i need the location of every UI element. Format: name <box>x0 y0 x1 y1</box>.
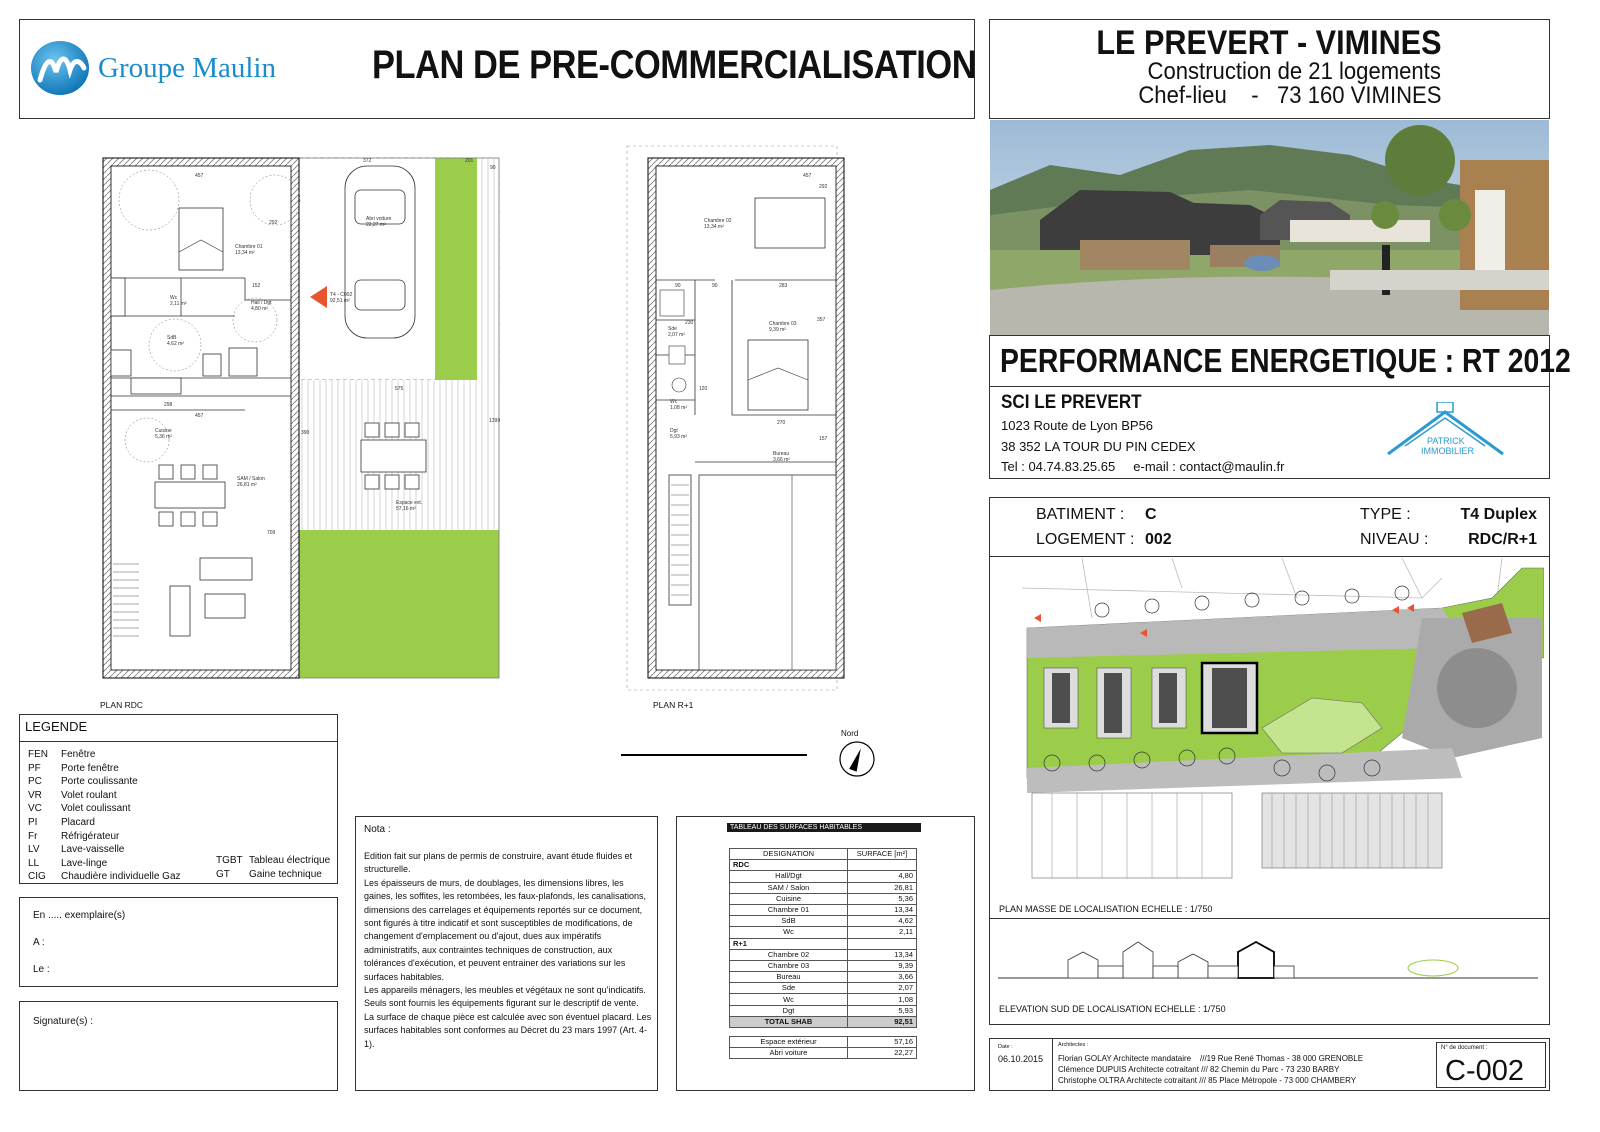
nota-p4: La surface de chaque pièce est calculée avec son éventuel placard. Les surfaces habitables sont conformes au Décret du 23 mars 1997 (Art. 4-1). <box>364 1011 652 1049</box>
architect-1: Florian GOLAY Architecte mandataire ///19 Rue René Thomas - 38 000 GRENOBLE <box>1058 1054 1364 1063</box>
perspective-rendering <box>990 120 1549 335</box>
surfaces-title: TABLEAU DES SURFACES HABITABLES <box>727 823 921 832</box>
groupe-maulin-logo <box>30 38 320 98</box>
room-sdb: SdB 4,62 m² <box>167 335 184 347</box>
room-wc: Wc 2,11 m² <box>170 295 187 307</box>
exemplaires-field: En ..... exemplaire(s) <box>33 910 126 921</box>
table-row: Wc 2,11 <box>730 927 917 938</box>
section-label: RDC <box>730 860 848 871</box>
performance-label: PERFORMANCE ENERGETIQUE : RT 2012 <box>1000 342 1571 379</box>
page-title: PLAN DE PRE-COMMERCIALISATION <box>372 43 977 87</box>
room-chambre-03: Chambre 03 9,39 m² <box>769 321 797 333</box>
legend-item: PC Porte coulissante <box>28 776 138 788</box>
dim: 457 <box>195 173 204 179</box>
date-value: 06.10.2015 <box>998 1054 1044 1064</box>
niveau-value: RDC/R+1 <box>1468 531 1537 548</box>
elevation-label: ELEVATION SUD DE LOCALISATION ECHELLE : 1/750 <box>999 1004 1226 1014</box>
room-chambre-01: Chambre 01 13,34 m² <box>235 244 263 256</box>
legend-item: GT Gaine technique <box>216 868 322 880</box>
dim: 372 <box>363 158 372 164</box>
batiment-label: BATIMENT : <box>1036 506 1125 523</box>
dim: 298 <box>164 402 173 408</box>
dim: 90 <box>712 283 718 289</box>
nota-p2: Les épaisseurs de murs, de doublages, les dimensions libres, les gaines, les soffites, les retombées, les faux-plafonds, les canalisations, dimensions des carrelages et équipements reportés sur ce document, sont figurés à titre indicatif et sont susceptibles de modifications, de changement d'emplacement ou d'ajout, dues aux impératifs administratifs, aux contraintes techniques de construction, aux tolérances d'exécution, et peuvent entrainer des variations sur les surfaces habitables. <box>364 877 646 982</box>
doc-label: N° de document : <box>1441 1045 1488 1051</box>
north-compass-icon <box>838 740 876 783</box>
section-label: R+1 <box>730 938 848 949</box>
divider <box>990 386 1549 387</box>
logo-line1: PATRICK <box>1427 436 1465 446</box>
lot-box <box>989 497 1550 1025</box>
cartouche <box>989 1038 1550 1091</box>
room-bureau: Bureau 3,66 m² <box>773 451 790 463</box>
surfaces-table <box>729 848 917 1059</box>
date-field: Le : <box>33 964 50 975</box>
sci-address2: 38 352 LA TOUR DU PIN CEDEX <box>1001 439 1196 454</box>
legend-item: LL Lave-linge <box>28 857 108 869</box>
room-sam-salon: SAM / Salon 26,81 m² <box>237 476 265 488</box>
patrick-immobilier-logo <box>1383 402 1513 464</box>
room-cuisine: Cuisine 5,36 m² <box>155 428 172 440</box>
legend-item: PI Placard <box>28 816 95 828</box>
dim: 292 <box>269 220 278 226</box>
architect-3: Christophe OLTRA Architecte cotraitant /// 85 Place Métropole - 73 000 CHAMBERY <box>1058 1076 1357 1085</box>
niveau-label: NIVEAU : <box>1360 531 1429 548</box>
table-row: Cuisine 5,36 <box>730 893 917 904</box>
doc-value: C-002 <box>1445 1055 1524 1087</box>
table-row: Hall/Dgt 4,80 <box>730 871 917 882</box>
elevation-drawing <box>998 938 1538 983</box>
room-espace-ext: Espace ext. 57,16 m² <box>396 500 423 512</box>
dim: 292 <box>819 184 828 190</box>
dim: 709 <box>267 530 276 536</box>
table-header <box>730 849 917 860</box>
table-row: Wc 1,08 <box>730 994 917 1005</box>
type-label: TYPE : <box>1360 506 1411 523</box>
table-row: Espace extérieur 57,16 <box>730 1037 917 1048</box>
sci-contact: Tel : 04.74.83.25.65 e-mail : contact@maulin.fr <box>1001 459 1285 474</box>
plan-rdc-label: PLAN RDC <box>100 700 143 710</box>
room-wc-r1: Wc 1,08 m² <box>670 399 687 411</box>
architect-2: Clémence DUPUIS Architecte cotraitant /// 82 Chemin du Parc - 73 230 BARBY <box>1058 1065 1340 1074</box>
legend-title: LEGENDE <box>25 719 88 734</box>
logement-label: LOGEMENT : <box>1036 531 1135 548</box>
dim: 575 <box>395 386 404 392</box>
divider <box>1052 1039 1053 1090</box>
dim: 457 <box>195 413 204 419</box>
divider <box>990 556 1549 557</box>
exemplaire-box <box>19 897 338 987</box>
dim: 120 <box>699 386 708 392</box>
table-row: Chambre 01 13,34 <box>730 904 917 915</box>
date-label: Date : <box>998 1044 1013 1050</box>
legend-box <box>19 714 338 884</box>
sci-address1: 1023 Route de Lyon BP56 <box>1001 418 1154 433</box>
logement-value: 002 <box>1145 531 1172 548</box>
signature-field: Signature(s) : <box>33 1016 94 1027</box>
doc-number-box <box>1436 1042 1546 1088</box>
nota-box <box>355 816 658 1091</box>
scale-bar <box>621 754 807 756</box>
north-label: Nord <box>841 729 859 738</box>
dim: 230 <box>685 320 694 326</box>
table-row: SdB 4,62 <box>730 916 917 927</box>
dim: 152 <box>252 283 261 289</box>
type-value: T4 Duplex <box>1460 506 1537 523</box>
legend-item: VC Volet coulissant <box>28 803 131 815</box>
logo-line2: IMMOBILIER <box>1421 446 1475 456</box>
dim: 283 <box>779 283 788 289</box>
sci-name: SCI LE PREVERT <box>1001 392 1142 413</box>
batiment-value: C <box>1145 506 1157 523</box>
nota-p1: Edition fait sur plans de permis de construire, avant étude fluides et structurelle. <box>364 851 633 875</box>
room-chambre-02: Chambre 02 13,34 m² <box>704 218 732 230</box>
place-field: A : <box>33 937 45 948</box>
dim: 90 <box>490 165 496 171</box>
divider <box>20 741 337 742</box>
dim: 1399 <box>489 418 501 424</box>
performance-box <box>989 335 1571 479</box>
project-box <box>989 19 1550 119</box>
project-name: LE PREVERT - VIMINES <box>1095 24 1441 62</box>
legend-item: FEN Fenêtre <box>28 749 96 760</box>
architects-label: Architectes : <box>1058 1042 1089 1048</box>
plan-masse-drawing <box>1022 558 1544 898</box>
dim: 390 <box>301 430 310 436</box>
room-dgt: Dgt 5,93 m² <box>670 428 687 440</box>
legend-item: PF Porte fenêtre <box>28 762 119 774</box>
table-row: Bureau 3,66 <box>730 972 917 983</box>
table-row: Abri voiture 22,27 <box>730 1048 917 1059</box>
nota-p3: Les appareils ménagers, les meubles et végétaux ne sont qu'indicatifs. Seuls sont fournis les équipements figurant sur le descriptif de vente. <box>364 985 646 1009</box>
legend-item: TGBT Tableau électrique <box>216 855 331 866</box>
room-hall: Hall / Dgt 4,80 m² <box>251 300 272 312</box>
col-header: DESIGNATION <box>730 849 848 860</box>
table-row: Chambre 02 13,34 <box>730 949 917 960</box>
dim: 270 <box>777 420 786 426</box>
room-abri-voiture: Abri voiture 22,27 m² <box>366 216 392 228</box>
unit-marker-label: T4 - C002 92,51 m² <box>330 292 353 304</box>
legend-extra <box>216 854 336 881</box>
room-sde: Sde 2,07 m² <box>668 326 685 338</box>
table-row: Chambre 03 9,39 <box>730 960 917 971</box>
legend-item: LV Lave-vaisselle <box>28 844 125 856</box>
table-row: Sde 2,07 <box>730 983 917 994</box>
dim: 157 <box>819 436 828 442</box>
total-row: TOTAL SHAB 92,51 <box>730 1016 917 1027</box>
legend-list <box>28 748 228 884</box>
dim: 457 <box>803 173 812 179</box>
table-row: SAM / Salon 26,81 <box>730 882 917 893</box>
floor-plan-svg <box>95 140 925 710</box>
nota-title: Nota : <box>364 824 391 835</box>
nota-text <box>364 850 654 1051</box>
legend-item: Fr Réfrigérateur <box>28 830 120 842</box>
col-header: SURFACE [m²] <box>848 849 917 860</box>
maulin-logo-icon <box>30 38 92 98</box>
floor-plans-drawing <box>95 140 925 710</box>
table-row: Dgt 5,93 <box>730 1005 917 1016</box>
dim: 357 <box>817 317 826 323</box>
legend-item: CIG Chaudière individuelle Gaz <box>28 871 181 883</box>
signature-box <box>19 1001 338 1091</box>
dim: 90 <box>675 283 681 289</box>
header-box <box>19 19 975 119</box>
logo-text: Groupe Maulin <box>98 52 276 84</box>
project-line1: Construction de 21 logements <box>1147 58 1441 85</box>
dim: 201 <box>465 158 474 164</box>
plan-masse-label: PLAN MASSE DE LOCALISATION ECHELLE : 1/750 <box>999 904 1213 914</box>
divider <box>990 918 1549 919</box>
surfaces-box <box>676 816 975 1091</box>
legend-item: VR Volet roulant <box>28 789 117 801</box>
project-line2: Chef-lieu - 73 160 VIMINES <box>1137 82 1441 109</box>
plan-r1-label: PLAN R+1 <box>653 700 694 710</box>
